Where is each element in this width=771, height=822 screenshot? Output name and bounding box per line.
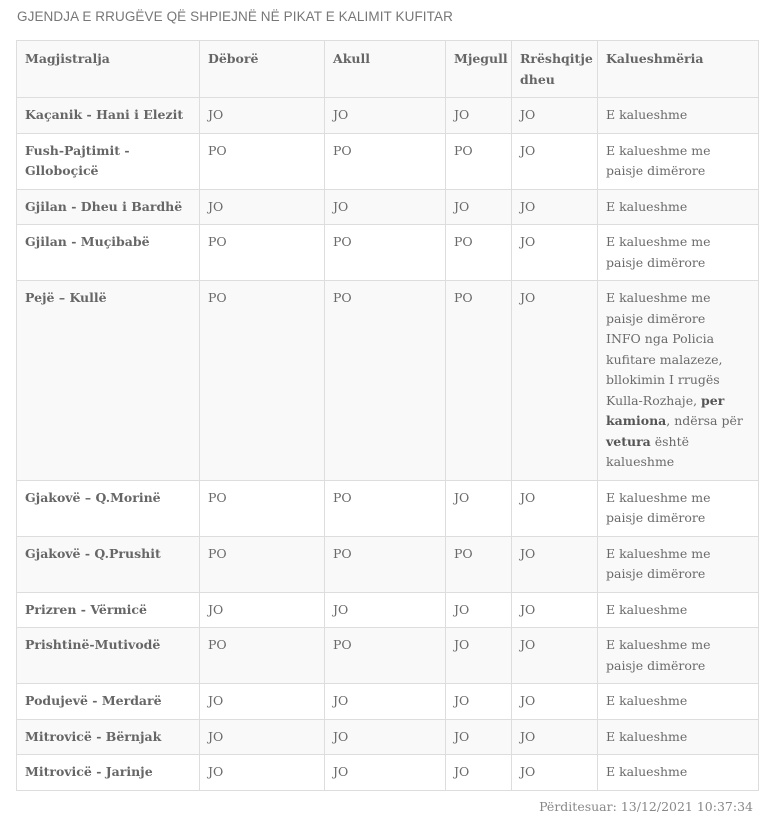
road-name: Gjilan - Muçibabë: [17, 225, 200, 281]
snow-cell: PO: [200, 133, 325, 189]
note-trucks: per kamiona: [606, 392, 725, 428]
fog-cell: PO: [446, 225, 512, 281]
road-name: Gjakovë - Q.Prushit: [17, 536, 200, 592]
road-name: Gjilan - Dheu i Bardhë: [17, 189, 200, 225]
updated-value: 13/12/2021 10:37:34: [620, 799, 753, 814]
snow-cell: PO: [200, 536, 325, 592]
table-row: [17, 98, 759, 134]
landslide-cell: JO: [512, 98, 598, 134]
landslide-cell: JO: [512, 684, 598, 720]
snow-cell: JO: [200, 189, 325, 225]
passability-cell: E kalueshme me paisje dimërore: [598, 480, 759, 536]
ice-cell: PO: [325, 628, 446, 684]
ice-cell: JO: [325, 719, 446, 755]
passability-cell: [598, 281, 759, 481]
last-updated: [535, 799, 753, 814]
snow-cell: PO: [200, 480, 325, 536]
page-title: GJENDJA E RRUGËVE QË SHPIEJNË NË PIKAT E KALIMIT KUFITAR: [17, 9, 453, 24]
snow-cell: PO: [200, 628, 325, 684]
ice-cell: JO: [325, 98, 446, 134]
fog-cell: JO: [446, 189, 512, 225]
police-note: INFO nga Policia kufitare malazeze, bllokimin I rrugës Kulla-Rozhaje,: [606, 331, 723, 408]
road-name: Kaçanik - Hani i Elezit: [17, 98, 200, 134]
fog-cell: JO: [446, 98, 512, 134]
ice-cell: JO: [325, 755, 446, 791]
ice-cell: JO: [325, 684, 446, 720]
header-snow: Dëborë: [200, 41, 325, 98]
landslide-cell: JO: [512, 628, 598, 684]
snow-cell: PO: [200, 225, 325, 281]
table-row: [17, 480, 759, 536]
passability-cell: E kalueshme me paisje dimërore: [598, 225, 759, 281]
note-middle: , ndërsa për: [666, 413, 743, 428]
ice-cell: JO: [325, 189, 446, 225]
snow-cell: PO: [200, 281, 325, 481]
table-row: [17, 684, 759, 720]
ice-cell: PO: [325, 281, 446, 481]
table-row: [17, 133, 759, 189]
fog-cell: JO: [446, 480, 512, 536]
table-row: [17, 536, 759, 592]
landslide-cell: JO: [512, 281, 598, 481]
snow-cell: JO: [200, 592, 325, 628]
road-conditions-table: [16, 40, 759, 791]
passability-cell: E kalueshme: [598, 719, 759, 755]
table-header-row: [17, 41, 759, 98]
header-passability: Kalueshmëria: [598, 41, 759, 98]
passability-cell: E kalueshme: [598, 592, 759, 628]
road-name: Podujevë - Merdarë: [17, 684, 200, 720]
table-row: [17, 719, 759, 755]
note-end: është kalueshme: [606, 433, 690, 469]
landslide-cell: JO: [512, 480, 598, 536]
snow-cell: JO: [200, 98, 325, 134]
fog-cell: JO: [446, 684, 512, 720]
snow-cell: JO: [200, 684, 325, 720]
passability-cell: E kalueshme: [598, 755, 759, 791]
fog-cell: PO: [446, 536, 512, 592]
fog-cell: JO: [446, 592, 512, 628]
landslide-cell: JO: [512, 536, 598, 592]
passability-cell: E kalueshme me paisje dimërore: [598, 536, 759, 592]
ice-cell: PO: [325, 536, 446, 592]
passability-cell: E kalueshme: [598, 189, 759, 225]
landslide-cell: JO: [512, 133, 598, 189]
road-name: Prizren - Vërmicë: [17, 592, 200, 628]
landslide-cell: JO: [512, 592, 598, 628]
ice-cell: PO: [325, 225, 446, 281]
updated-label: Përditesuar:: [539, 799, 617, 814]
landslide-cell: JO: [512, 225, 598, 281]
passability-cell: E kalueshme me paisje dimërore: [598, 133, 759, 189]
passability-cell: E kalueshme: [598, 98, 759, 134]
landslide-cell: JO: [512, 755, 598, 791]
road-name: Fush-Pajtimit -Glloboçicë: [17, 133, 200, 189]
passability-cell: E kalueshme me paisje dimërore: [598, 628, 759, 684]
passability-text: E kalueshme me paisje dimërore: [606, 290, 711, 326]
landslide-cell: JO: [512, 719, 598, 755]
landslide-cell: JO: [512, 189, 598, 225]
ice-cell: PO: [325, 133, 446, 189]
snow-cell: JO: [200, 719, 325, 755]
table-row: [17, 592, 759, 628]
road-name: Prishtinë-Mutivodë: [17, 628, 200, 684]
fog-cell: PO: [446, 133, 512, 189]
fog-cell: JO: [446, 628, 512, 684]
road-name: Gjakovë – Q.Morinë: [17, 480, 200, 536]
note-cars: vetura: [606, 433, 651, 449]
table-row: [17, 628, 759, 684]
fog-cell: JO: [446, 719, 512, 755]
header-fog: Mjegull: [446, 41, 512, 98]
fog-cell: JO: [446, 755, 512, 791]
road-name: Pejë – Kullë: [17, 281, 200, 481]
table-row: [17, 225, 759, 281]
table-row: [17, 281, 759, 481]
road-name: Mitrovicë - Bërnjak: [17, 719, 200, 755]
ice-cell: PO: [325, 480, 446, 536]
table-row: [17, 755, 759, 791]
fog-cell: PO: [446, 281, 512, 481]
passability-cell: E kalueshme: [598, 684, 759, 720]
header-road: Magjistralja: [17, 41, 200, 98]
header-ice: Akull: [325, 41, 446, 98]
road-name: Mitrovicë - Jarinje: [17, 755, 200, 791]
table-row: [17, 189, 759, 225]
snow-cell: JO: [200, 755, 325, 791]
ice-cell: JO: [325, 592, 446, 628]
header-landslide: Rrëshqitje dheu: [512, 41, 598, 98]
